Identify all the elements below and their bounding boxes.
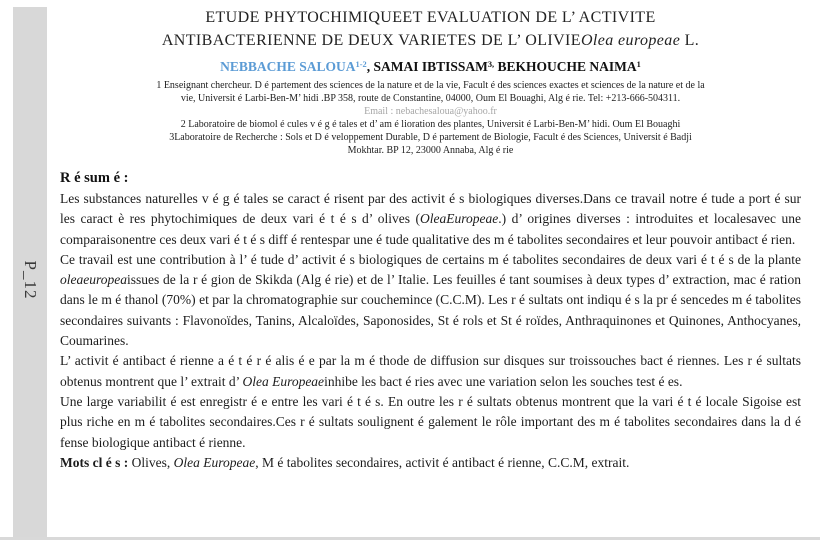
resume-paragraph-2: Ce travail est une contribution à l’ é tude d’ activit é s biologiques de certains m é tabolites secondaires de deux vari é t é s de la plante oleaeuropeaissues de la r é gion de Skikda (Alg é rie) et de l’ Italie. Les feuilles é tant soumises à deux types d’ extraction, mac é ration dans le m é thanol (70%) et par la chromatographie sur couchemince (C.C.M). Les r é sultats ont indiqu é s la pr é sencedes m é tabolites secondaires suivants : Flavonoïdes, Tanins, Alcaloïdes, Saponosides, St é rols et St é roïdes, Anthraquinones et Quinones, Anthocyanes, Coumarines. [60,251,801,349]
resume-heading: R é sum é : [60,170,129,186]
resume-paragraph-4: Une large variabilit é est enregistr é e entre les vari é t é s. En outre les r é sultats obtenus montrent que la vari é t é locale Sigoise est plus riche en m é tabolites secondaires.Ces r é sultats soulignent é galement le rôle important des m é tabolites secondaires dans la d é fense biologique antibact é rienne. [60,393,801,450]
authors-line: NEBBACHE SALOUA$^{1-2}$, SAMAI $IBTISSAM^{3,}$ BEKHOUCHE NAIMA$^1$ [220,59,641,74]
resume-paragraph-1: Les substances naturelles v é g é tales se caract é risent par des activit é s biologiques diverses.Dans ce travail notre é tude a port é sur les caract è res phytochimiques de deux vari é t é s d’ olives (OleaEuropeae.) d’ origines diverses : introduites et localesavec une comparaisonentre ces deux vari é t é s diff é rentespar une é tude qualitative des m é tabolites secondaires et leur pouvoir antibact é rien. [60,191,802,247]
abstract-content [60,6,801,473]
left-margin-strip [13,7,47,540]
affiliation-line-3: 2 Laboratoire de biomol é cules v é g é tales et d’ am é lioration des plantes, Universit é Larbi-Ben-M’ hidi. Oum El Bouaghi [180,119,681,130]
paper-title-line-1: ETUDE PHYTOCHIMIQUEET EVALUATION DE L’ ACTIVITE [205,9,656,26]
resume-paragraph-3: L’ activit é antibact é rienne a é t é r é alis é e par la m é thode de diffusion sur disques sur troissouches bact é riennes. Les r é sultats obtenus montrent que l’ extrait d’ Olea Europeaeinhibe les bact é ries avec une variation selon les souches test é es. [60,353,801,389]
affiliation-line-5: Mokhtar. BP 12, 23000 Annaba, Alg é rie [347,145,514,156]
paper-title [60,6,801,52]
paper-title-line-2: ANTIBACTERIENNE DE DEUX VARIETES DE L’ OLIVIEOlea europeae L. [161,32,700,49]
keywords-line: Mots cl é s : Olives, Olea Europeae, M é tabolites secondaires, activit é antibact é rienne, C.C.M, extrait. [60,454,630,470]
affiliation-line-1: 1 Enseignant chercheur. D é partement des sciences de la nature et de la vie, Facult é des sciences exactes et sciences de la nature et de la [156,80,705,91]
affiliation-line-4: 3Laboratoire de Recherche : Sols et D é veloppement Durable, D é partement de Biologie, Facult é des Sciences, Universit é Badji [169,132,692,143]
affiliation-line-2: vie, Universit é Larbi-Ben-M’ hidi .BP 358, route de Constantine, 04000, Oum El Bouaghi, Alg é rie. Tel: +213-666-504311. [180,93,681,104]
author-email-line: Email : nebachesaloua@yahoo.fr [364,106,497,117]
page-label: P_12 [21,260,40,300]
